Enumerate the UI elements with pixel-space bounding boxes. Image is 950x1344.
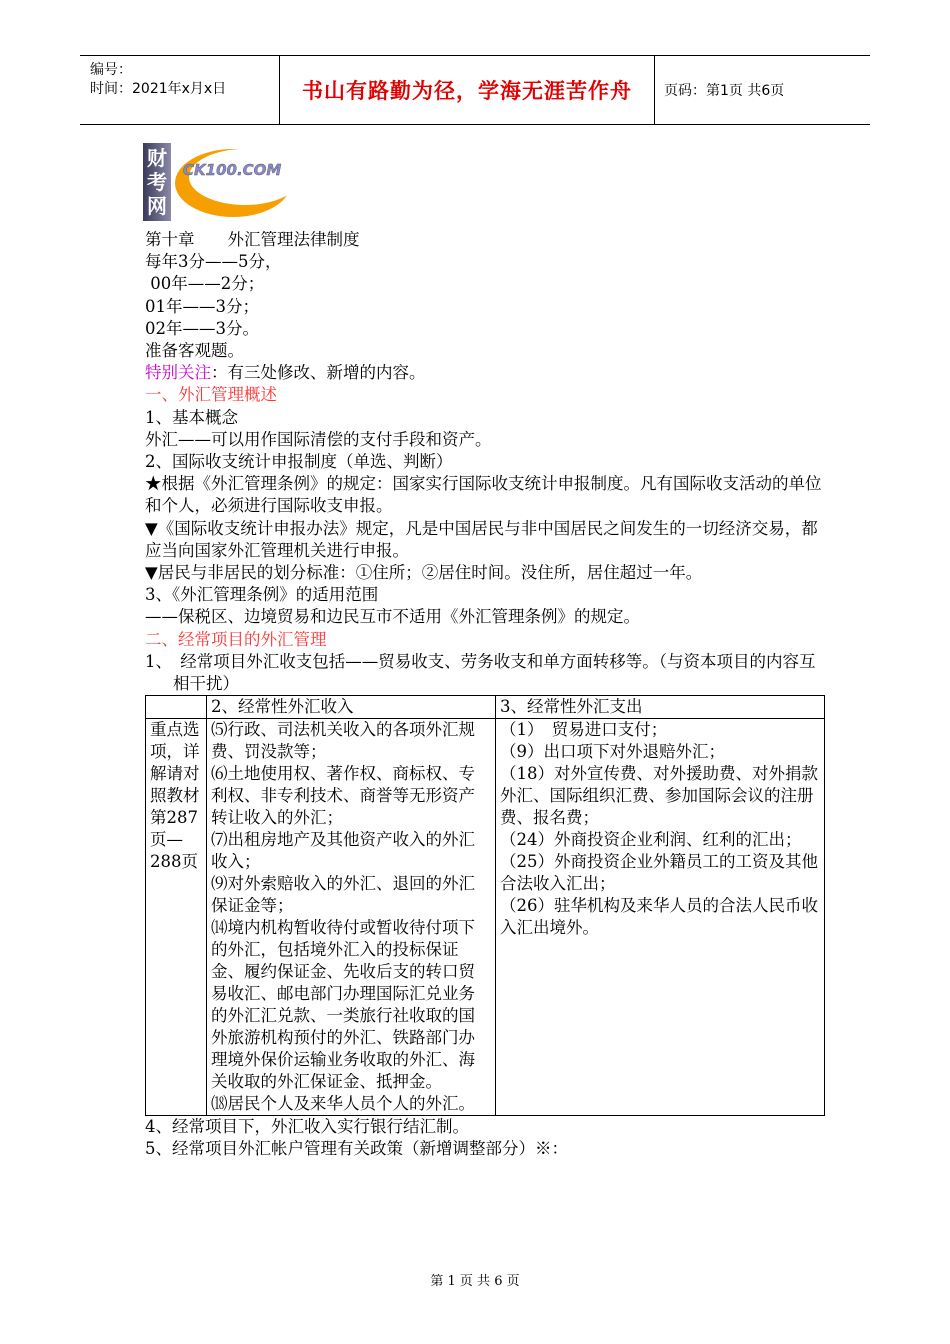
chapter-title: 第十章 外汇管理法律制度 [145, 230, 360, 249]
paragraph: 4、经常项目下，外汇收入实行银行结汇制。 [145, 1117, 469, 1137]
header-meta [80, 56, 280, 124]
paragraph: 1、基本概念 [145, 407, 238, 427]
paragraph: 5、经常项目外汇帐户管理有关政策（新增调整部分）※： [145, 1139, 568, 1159]
section-heading: 二、经常项目的外汇管理 [145, 629, 327, 649]
focus-text: ：有三处修改、新增的内容。 [211, 363, 426, 383]
foreign-exchange-table [145, 695, 825, 1116]
expense-item: （24）外商投资企业利润、红利的汇出； [500, 830, 802, 850]
focus-label: 特别关注 [145, 363, 211, 383]
paragraph: 3、《外汇管理条例》的适用范围 [145, 585, 379, 605]
paragraph: 1、 经常项目外汇收支包括——贸易收支、劳务收支和单方面转移等。（与资本项目的内容互相干扰） [145, 651, 816, 694]
income-item: ⑺出租房地产及其他资产收入的外汇收入； [211, 830, 475, 872]
paragraph: ——保税区、边境贸易和边民互市不适用《外汇管理条例》的规定。 [145, 607, 640, 627]
expense-item: （1） 贸易进口支付； [500, 720, 668, 740]
table-header-empty [146, 696, 207, 719]
page-footer: 第 1 页 共 6 页 [430, 1274, 520, 1289]
expense-item: （9）出口项下对外退赔外汇； [500, 742, 725, 762]
focus-line [145, 362, 825, 384]
logo-char-3: 网 [147, 194, 167, 218]
income-item: ⑼对外索赔收入的外汇、退回的外汇保证金等； [211, 874, 475, 916]
paragraph: ▼《国际收支统计申报办法》规定，凡是中国居民与非中国居民之间发生的一切经济交易，都应当向国家外汇管理机关进行申报。 [145, 518, 818, 560]
site-logo [143, 143, 293, 223]
score-line: 02年——3分。 [145, 318, 259, 338]
paragraph: ★根据《外汇管理条例》的规定：国家实行国际收支统计申报制度。凡有国际收支活动的单位和个人，必须进行国际收支申报。 [145, 474, 822, 516]
page-header [80, 55, 870, 125]
paragraph: ▼居民与非居民的划分标准：①住所；②居住时间。没住所，居住超过一年。 [145, 563, 703, 583]
income-cell [207, 719, 496, 1116]
logo-char-2: 考 [147, 170, 167, 194]
expense-item: （26）驻华机构及来华人员的合法人民币收入汇出境外。 [500, 896, 818, 938]
section-heading: 一、外汇管理概述 [145, 385, 277, 405]
paragraph: 外汇——可以用作国际清偿的支付手段和资产。 [145, 429, 492, 449]
income-item: ⒁境内机构暂收待付或暂收待付项下的外汇，包括境外汇入的投标保证金、履约保证金、先收后支的转口贸易收汇、邮电部门办理国际汇兑业务的外汇汇兑款、一类旅行社收取的国外旅游机构预付的外汇、铁路部门办理境外保价运输业务收取的外汇、海关收取的外汇保证金、抵押金。 [211, 918, 475, 1092]
number-label: 编号： [90, 62, 132, 78]
expense-cell [496, 719, 825, 1116]
income-item: ⑸行政、司法机关收入的各项外汇规费、罚没款等； [211, 720, 475, 762]
score-line: 00年——2分； [145, 274, 265, 294]
table-header-expense: 3、经常性外汇支出 [496, 696, 825, 719]
logo-site-text: CK100.COM [183, 161, 282, 179]
header-page-info: 页码：第1页 共6页 [664, 83, 785, 99]
expense-item: （18）对外宣传费、对外援助费、对外捐款外汇、国际组织汇费、参加国际会议的注册费、报名费； [500, 764, 818, 828]
income-item: ⑹土地使用权、著作权、商标权、专利权、非专利技术、商誉等无形资产转让收入的外汇； [211, 764, 475, 828]
score-line: 01年——3分； [145, 296, 259, 316]
expense-item: （25）外商投资企业外籍员工的工资及其他合法收入汇出； [500, 852, 818, 894]
paragraph: 2、国际收支统计申报制度（单选、判断） [145, 452, 453, 472]
score-line: 每年3分——5分， [145, 252, 282, 272]
document-body [145, 229, 825, 1161]
header-motto: 书山有路勤为径，学海无涯苦作舟 [280, 56, 655, 124]
logo-char-1: 财 [147, 146, 167, 170]
time-label: 时间：2021年x月x日 [90, 81, 227, 97]
income-item: ⒅居民个人及来华人员个人的外汇。 [211, 1094, 475, 1114]
prep-line: 准备客观题。 [145, 341, 244, 361]
table-side-note: 重点选项，详解请对照教材第287页—288页 [146, 719, 207, 1116]
table-header-income: 2、经常性外汇收入 [207, 696, 496, 719]
